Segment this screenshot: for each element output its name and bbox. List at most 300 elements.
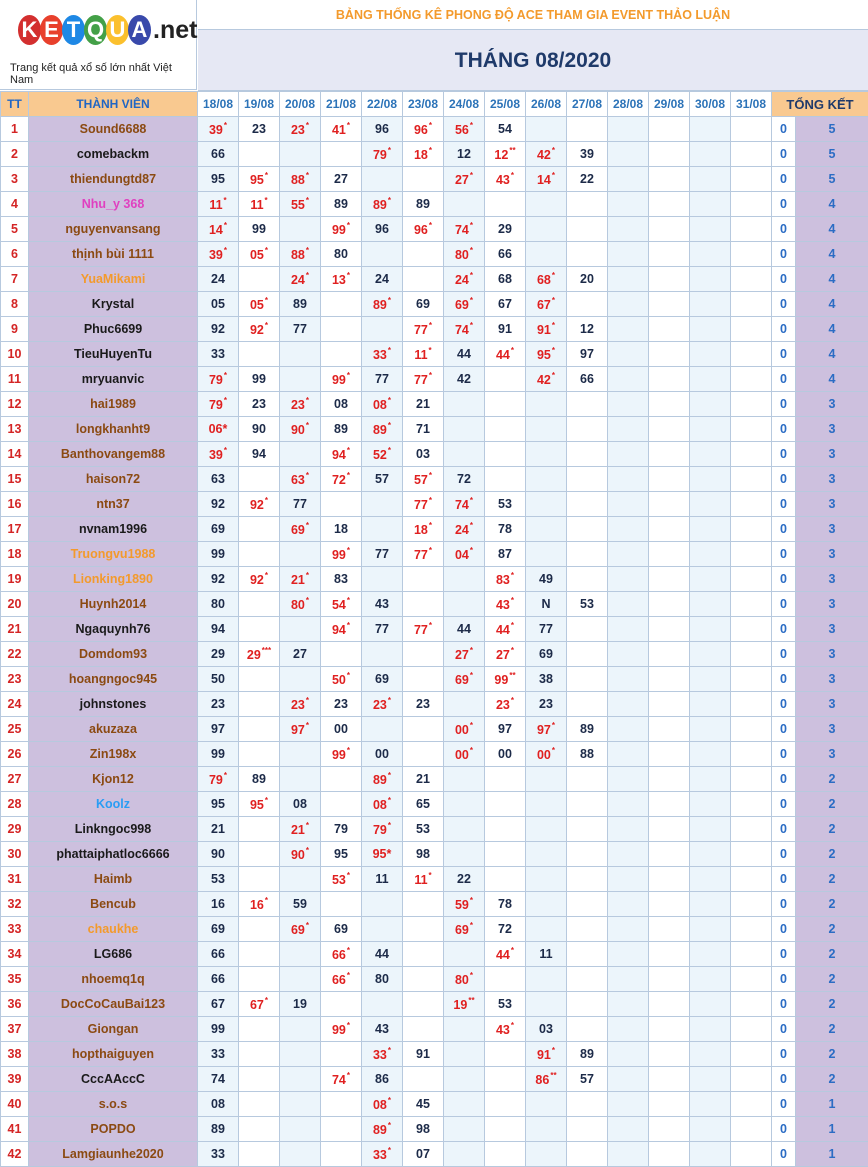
day-value <box>239 1142 280 1167</box>
day-value <box>198 192 239 217</box>
day-value <box>444 767 485 792</box>
day-value: 89 <box>198 1117 239 1142</box>
member-name[interactable]: s.o.s <box>29 1092 198 1117</box>
day-value <box>444 292 485 317</box>
day-value <box>649 742 690 767</box>
member-name[interactable]: Phuc6699 <box>29 317 198 342</box>
day-value <box>444 942 485 967</box>
day-value <box>608 742 649 767</box>
row-number: 17 <box>1 517 29 542</box>
day-value <box>485 942 526 967</box>
hit-value: 97 <box>536 723 551 737</box>
member-name[interactable]: Koolz <box>29 792 198 817</box>
member-name[interactable]: Ngaquynh76 <box>29 617 198 642</box>
table-row <box>1 242 868 267</box>
day-value: 05 <box>198 292 239 317</box>
member-name[interactable]: nguyenvansang <box>29 217 198 242</box>
day-value <box>239 867 280 892</box>
day-value <box>444 242 485 267</box>
summary-zero: 0 <box>772 917 796 942</box>
day-value <box>321 617 362 642</box>
hit-star: * <box>305 246 310 255</box>
member-name[interactable]: TieuHuyenTu <box>29 342 198 367</box>
hit-star: * <box>387 196 392 205</box>
day-value <box>608 1142 649 1167</box>
member-name[interactable]: haison72 <box>29 467 198 492</box>
row-number: 27 <box>1 767 29 792</box>
hit-star: * <box>264 996 269 1005</box>
day-value: 19 <box>280 992 321 1017</box>
day-value <box>239 617 280 642</box>
table-row <box>1 317 868 342</box>
day-value <box>444 117 485 142</box>
hit-value: 18 <box>413 148 428 162</box>
summary-zero: 0 <box>772 667 796 692</box>
hit-star: * <box>346 371 351 380</box>
member-name[interactable]: thiendungtd87 <box>29 167 198 192</box>
day-value: 72 <box>444 467 485 492</box>
summary-zero: 0 <box>772 592 796 617</box>
day-value <box>485 142 526 167</box>
hit-star: * <box>346 446 351 455</box>
header-day: 28/08 <box>608 92 649 117</box>
day-value <box>690 917 731 942</box>
hit-value: 69 <box>290 923 305 937</box>
day-value <box>280 917 321 942</box>
hit-value: 72 <box>331 473 346 487</box>
day-value: 21 <box>198 817 239 842</box>
row-number: 23 <box>1 667 29 692</box>
day-value <box>526 292 567 317</box>
hit-star: * <box>469 496 474 505</box>
hit-star: * <box>346 546 351 555</box>
member-name[interactable]: Banthovangem88 <box>29 442 198 467</box>
row-number: 30 <box>1 842 29 867</box>
header-day: 21/08 <box>321 92 362 117</box>
day-value: 90 <box>239 417 280 442</box>
day-value <box>608 167 649 192</box>
day-value <box>526 442 567 467</box>
day-value <box>485 792 526 817</box>
hit-value: 74 <box>454 323 469 337</box>
member-name[interactable]: akuzaza <box>29 717 198 742</box>
day-value: 69 <box>526 642 567 667</box>
member-name[interactable]: Sound6688 <box>29 117 198 142</box>
member-name[interactable]: Linkngoc998 <box>29 817 198 842</box>
day-value <box>239 717 280 742</box>
day-value <box>608 592 649 617</box>
day-value <box>362 767 403 792</box>
row-number: 4 <box>1 192 29 217</box>
day-value: 69 <box>362 667 403 692</box>
row-number: 18 <box>1 542 29 567</box>
hit-value: 88 <box>290 173 305 187</box>
member-name[interactable]: chaukhe <box>29 917 198 942</box>
hit-value: 27 <box>454 173 469 187</box>
day-value <box>608 492 649 517</box>
day-value <box>280 942 321 967</box>
day-value: 91 <box>403 1042 444 1067</box>
member-name[interactable]: POPDO <box>29 1117 198 1142</box>
day-value <box>280 217 321 242</box>
summary-zero: 0 <box>772 992 796 1017</box>
day-value <box>690 592 731 617</box>
day-value <box>444 1042 485 1067</box>
day-value <box>649 417 690 442</box>
hit-star: ** <box>550 1071 557 1080</box>
day-value <box>690 617 731 642</box>
hit-star: * <box>305 721 310 730</box>
hit-star: * <box>510 1021 515 1030</box>
hit-star: * <box>551 746 556 755</box>
day-value <box>485 817 526 842</box>
day-value <box>362 317 403 342</box>
day-value <box>239 892 280 917</box>
member-name[interactable]: Giongan <box>29 1017 198 1042</box>
day-value <box>731 442 772 467</box>
summary-total: 2 <box>796 892 868 917</box>
summary-total: 2 <box>796 842 868 867</box>
day-value <box>731 592 772 617</box>
day-value: 89 <box>280 292 321 317</box>
day-value <box>444 742 485 767</box>
day-value <box>567 1117 608 1142</box>
day-value: 97 <box>567 342 608 367</box>
day-value <box>526 817 567 842</box>
member-name[interactable]: Lamgiaunhe2020 <box>29 1142 198 1167</box>
day-value: 33 <box>198 1042 239 1067</box>
day-value <box>690 842 731 867</box>
summary-zero: 0 <box>772 1117 796 1142</box>
hit-star: * <box>469 921 474 930</box>
hit-star: * <box>305 696 310 705</box>
hit-value: 54 <box>331 598 346 612</box>
member-name[interactable]: CccAAccC <box>29 1067 198 1092</box>
day-value <box>444 167 485 192</box>
day-value <box>567 792 608 817</box>
day-value <box>321 367 362 392</box>
hit-star: * <box>469 746 474 755</box>
member-name[interactable]: Lionking1890 <box>29 567 198 592</box>
day-value <box>690 667 731 692</box>
header-day: 29/08 <box>649 92 690 117</box>
day-value <box>649 942 690 967</box>
day-value <box>690 342 731 367</box>
table-row <box>1 642 868 667</box>
day-value <box>690 367 731 392</box>
day-value <box>444 992 485 1017</box>
hit-star: * <box>346 746 351 755</box>
hit-star: * <box>305 171 310 180</box>
day-value <box>567 842 608 867</box>
row-number: 12 <box>1 392 29 417</box>
day-value: 71 <box>403 417 444 442</box>
hit-value: 88 <box>290 248 305 262</box>
day-value: 27 <box>280 642 321 667</box>
day-value <box>403 117 444 142</box>
summary-zero: 0 <box>772 217 796 242</box>
row-number: 5 <box>1 217 29 242</box>
hit-value: 92 <box>249 498 264 512</box>
hit-value: 99 <box>331 373 346 387</box>
hit-star: * <box>223 446 228 455</box>
hit-value: 57 <box>413 473 428 487</box>
day-value <box>239 742 280 767</box>
day-value <box>239 142 280 167</box>
day-value <box>321 142 362 167</box>
member-name[interactable]: Krystal <box>29 292 198 317</box>
day-value <box>485 1117 526 1142</box>
hit-star: * <box>551 371 556 380</box>
member-name[interactable]: Huynh2014 <box>29 592 198 617</box>
member-name[interactable]: LG686 <box>29 942 198 967</box>
day-value <box>403 567 444 592</box>
day-value <box>608 992 649 1017</box>
hit-value: 14 <box>208 223 223 237</box>
day-value <box>690 242 731 267</box>
day-value: 44 <box>362 942 403 967</box>
day-value <box>608 792 649 817</box>
hit-value: 89 <box>372 1123 387 1137</box>
hit-star: * <box>346 621 351 630</box>
table-row <box>1 417 868 442</box>
member-name[interactable]: nhoemq1q <box>29 967 198 992</box>
day-value <box>731 867 772 892</box>
day-value <box>485 192 526 217</box>
hit-value: 43 <box>495 173 510 187</box>
day-value <box>239 1017 280 1042</box>
hit-star: * <box>510 696 515 705</box>
summary-zero: 0 <box>772 167 796 192</box>
hit-value: 16 <box>249 898 264 912</box>
member-name[interactable]: YuaMikami <box>29 267 198 292</box>
day-value <box>731 342 772 367</box>
hit-value: 67 <box>536 298 551 312</box>
member-name[interactable]: comebackm <box>29 142 198 167</box>
day-value <box>485 167 526 192</box>
member-name[interactable]: mryuanvic <box>29 367 198 392</box>
day-value <box>608 1017 649 1042</box>
day-value: 67 <box>198 992 239 1017</box>
day-value: 44 <box>444 342 485 367</box>
member-name[interactable]: DocCoCauBai123 <box>29 992 198 1017</box>
day-value: 65 <box>403 792 444 817</box>
day-value <box>649 492 690 517</box>
table-row <box>1 342 868 367</box>
day-value <box>690 492 731 517</box>
day-value: 33 <box>198 342 239 367</box>
day-value <box>731 1142 772 1167</box>
day-value <box>198 242 239 267</box>
hit-star: * <box>305 121 310 130</box>
day-value <box>403 367 444 392</box>
hit-star: * <box>387 1146 392 1155</box>
hit-star: * <box>223 771 228 780</box>
day-value <box>403 642 444 667</box>
day-value: 54 <box>485 117 526 142</box>
hit-value: 99 <box>494 673 509 687</box>
day-value <box>321 942 362 967</box>
day-value <box>444 642 485 667</box>
hit-value: 41 <box>331 123 346 137</box>
day-value <box>362 392 403 417</box>
day-value: 99 <box>198 1017 239 1042</box>
day-value <box>690 267 731 292</box>
day-value <box>280 1117 321 1142</box>
member-name[interactable]: ntn37 <box>29 492 198 517</box>
member-name[interactable]: Zin198x <box>29 742 198 767</box>
day-value <box>731 842 772 867</box>
table-row <box>1 1142 868 1167</box>
day-value <box>649 1092 690 1117</box>
header-day: 25/08 <box>485 92 526 117</box>
day-value <box>321 592 362 617</box>
day-value: 03 <box>526 1017 567 1042</box>
member-name[interactable]: phattaiphatloc6666 <box>29 842 198 867</box>
day-value <box>362 442 403 467</box>
hit-value: 05 <box>249 298 264 312</box>
hit-star: * <box>510 171 515 180</box>
day-value <box>239 592 280 617</box>
summary-zero: 0 <box>772 317 796 342</box>
member-name[interactable]: Domdom93 <box>29 642 198 667</box>
member-name[interactable]: hopthaiguyen <box>29 1042 198 1067</box>
day-value <box>403 967 444 992</box>
hit-star: * <box>387 1096 392 1105</box>
hit-value: 95* <box>372 847 392 861</box>
day-value <box>690 167 731 192</box>
table-row <box>1 542 868 567</box>
hit-star: * <box>428 546 433 555</box>
hit-star: * <box>264 196 268 205</box>
table-row <box>1 892 868 917</box>
hit-star: * <box>387 421 392 430</box>
day-value: 66 <box>567 367 608 392</box>
summary-zero: 0 <box>772 1067 796 1092</box>
table-row <box>1 292 868 317</box>
hit-star: * <box>428 871 432 880</box>
day-value <box>649 592 690 617</box>
day-value <box>485 767 526 792</box>
day-value: 77 <box>526 617 567 642</box>
day-value <box>690 817 731 842</box>
day-value <box>731 392 772 417</box>
day-value <box>444 442 485 467</box>
summary-zero: 0 <box>772 142 796 167</box>
hit-star: * <box>346 1071 351 1080</box>
member-name[interactable]: johnstones <box>29 692 198 717</box>
day-value <box>198 442 239 467</box>
member-name[interactable]: Haimb <box>29 867 198 892</box>
day-value <box>321 767 362 792</box>
row-number: 7 <box>1 267 29 292</box>
day-value <box>280 467 321 492</box>
summary-zero: 0 <box>772 267 796 292</box>
day-value <box>731 217 772 242</box>
hit-value: 94 <box>331 623 346 637</box>
day-value <box>731 642 772 667</box>
row-number: 19 <box>1 567 29 592</box>
day-value: 66 <box>485 242 526 267</box>
day-value: 03 <box>403 442 444 467</box>
logo-letter: E <box>40 15 63 45</box>
summary-zero: 0 <box>772 942 796 967</box>
member-name[interactable]: Kjon12 <box>29 767 198 792</box>
day-value <box>239 267 280 292</box>
member-name[interactable]: hoangngoc945 <box>29 667 198 692</box>
hit-star: * <box>428 221 433 230</box>
day-value <box>444 792 485 817</box>
hit-value: 79 <box>372 823 387 837</box>
table-row <box>1 1092 868 1117</box>
day-value <box>239 792 280 817</box>
day-value: 78 <box>485 892 526 917</box>
member-name[interactable]: Bencub <box>29 892 198 917</box>
day-value: 18 <box>321 517 362 542</box>
day-value: 78 <box>485 517 526 542</box>
hit-value: 39 <box>208 448 223 462</box>
day-value: 86 <box>362 1067 403 1092</box>
day-value <box>690 1092 731 1117</box>
day-value <box>280 167 321 192</box>
day-value <box>362 792 403 817</box>
table-row <box>1 767 868 792</box>
member-name[interactable]: nvnam1996 <box>29 517 198 542</box>
ketqua-logo[interactable] <box>0 0 197 90</box>
hit-star: * <box>469 321 474 330</box>
member-name[interactable]: thịnh bùi 1111 <box>29 242 198 267</box>
row-number: 31 <box>1 867 29 892</box>
member-name[interactable]: Truongvu1988 <box>29 542 198 567</box>
day-value: 66 <box>198 967 239 992</box>
hit-star: * <box>346 121 351 130</box>
summary-total: 2 <box>796 867 868 892</box>
day-value <box>608 642 649 667</box>
summary-zero: 0 <box>772 1092 796 1117</box>
day-value <box>403 592 444 617</box>
table-row <box>1 992 868 1017</box>
summary-total: 3 <box>796 417 868 442</box>
member-name[interactable]: longkhanht9 <box>29 417 198 442</box>
hit-value: 89 <box>372 198 387 212</box>
summary-total: 4 <box>796 317 868 342</box>
day-value <box>649 217 690 242</box>
day-value <box>444 1092 485 1117</box>
summary-total: 3 <box>796 717 868 742</box>
day-value <box>321 1117 362 1142</box>
summary-zero: 0 <box>772 417 796 442</box>
summary-zero: 0 <box>772 817 796 842</box>
hit-value: 44 <box>495 348 510 362</box>
day-value: 45 <box>403 1092 444 1117</box>
day-value: 00 <box>321 717 362 742</box>
hit-star: * <box>469 521 474 530</box>
hit-value: 23 <box>290 123 305 137</box>
day-value <box>731 667 772 692</box>
hit-star: * <box>551 271 556 280</box>
day-value: 21 <box>403 767 444 792</box>
day-value <box>403 892 444 917</box>
member-name[interactable]: hai1989 <box>29 392 198 417</box>
table-row <box>1 267 868 292</box>
row-number: 28 <box>1 792 29 817</box>
day-value <box>690 442 731 467</box>
hit-value: 53 <box>331 873 346 887</box>
member-name[interactable]: Nhu_y 368 <box>29 192 198 217</box>
hit-value: 29 <box>246 648 261 662</box>
day-value: 27 <box>321 167 362 192</box>
summary-zero: 0 <box>772 292 796 317</box>
